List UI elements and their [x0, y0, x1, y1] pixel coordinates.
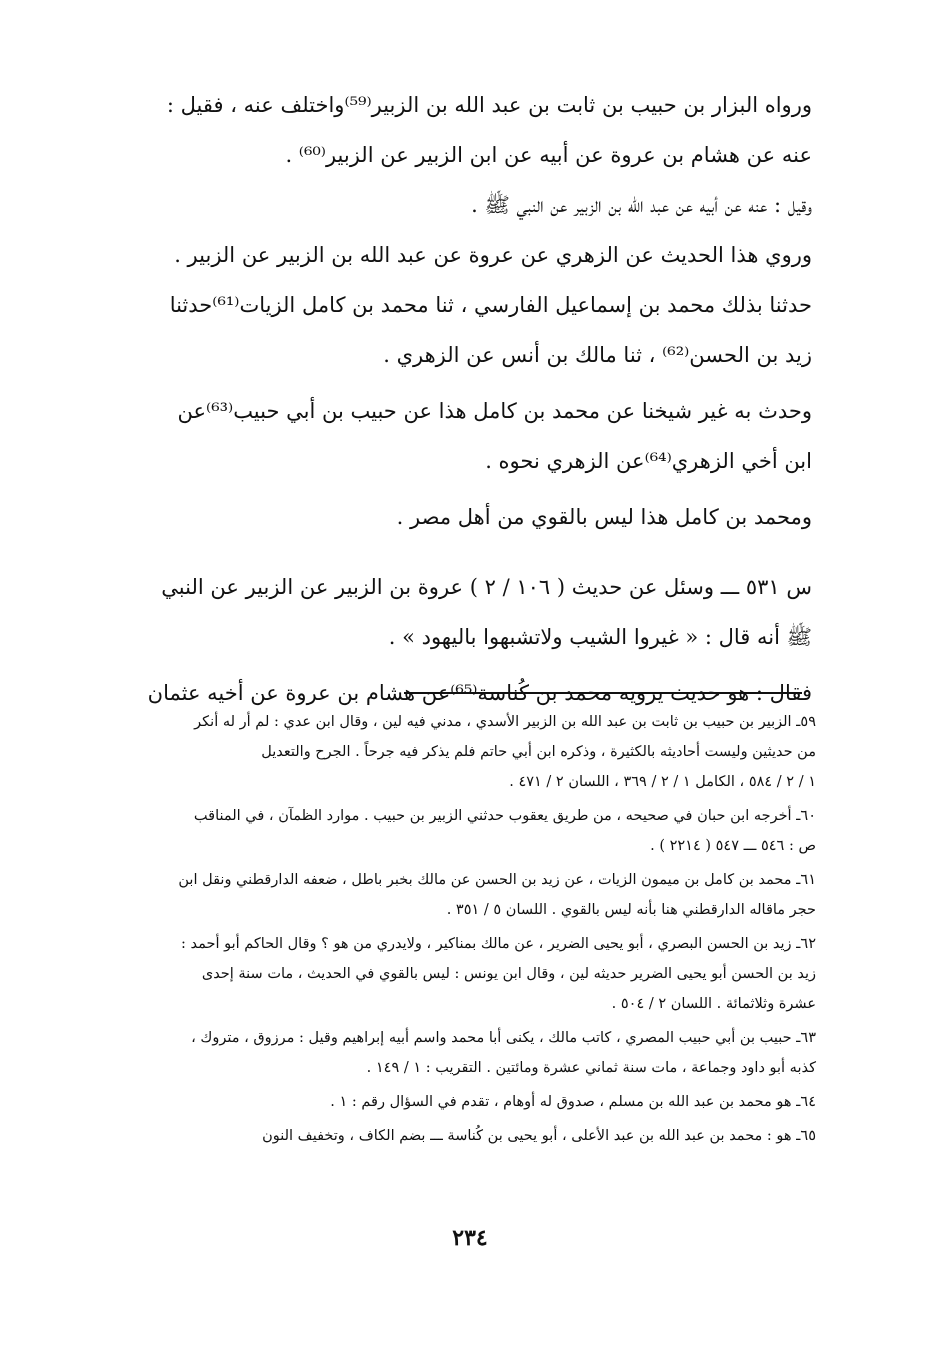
footnote-divider [404, 692, 802, 694]
body-line: س ٥٣١ ـــ وسئل عن حديث ( ١٠٦ / ٢ ) عروة بن الزبير عن الزبير عن النبي [161, 575, 812, 599]
footnote-65 [106, 1121, 816, 1151]
footnote-line: من حديثين وليست أحاديثه بالكثيرة ، وذكره ابن أبي حاتم فلم يذكر فيه جرحاً . الجرح والتعديل [261, 744, 816, 760]
footnote-line: ص : ٥٤٦ ـــ ٥٤٧ ( ٢٢١٤ ) . [650, 838, 816, 854]
body-line: ابن أخي الزهري⁽⁶⁴⁾عن الزهري نحوه . [485, 449, 812, 473]
footnote-line: ١ / ٢ / ٥٨٤ ، الكامل ١ / ٢ / ٣٦٩ ، اللسان ٢ / ٤٧١ . [509, 774, 816, 790]
footnote-61 [106, 865, 816, 925]
body-line: عنه عن هشام بن عروة عن أبيه عن ابن الزبير عن الزبير⁽⁶⁰⁾ . [285, 143, 812, 167]
body-line: ورواه البزار بن حبيب بن ثابت بن عبد الله بن الزبير⁽⁵⁹⁾واختلف عنه ، فقيل : [166, 93, 812, 117]
footnote-63 [106, 1023, 816, 1083]
body-line: حدثنا بذلك محمد بن إسماعيل الفارسي ، ثنا محمد بن كامل الزيات⁽⁶¹⁾حدثنا [169, 293, 812, 317]
body-line: وروي هذا الحديث عن الزهري عن عروة عن عبد الله بن الزبير عن الزبير . [174, 243, 812, 267]
question-paragraph [107, 562, 812, 662]
footnote-line: عشرة وثلاثمائة . اللسان ٢ / ٥٠٤ . [611, 996, 816, 1012]
body-line: فقال : هو حديث يرويه محمد بن كُناسة⁽⁶⁵⁾عن هشام بن عروة عن أخيه عثمان [147, 681, 812, 705]
body-line: ﷺ أنه قال : « غيروا الشيب ولاتشبهوا باليهود » . [388, 625, 812, 649]
footnote-line: ٦٢ـ زيد بن الحسن البصري ، أبو يحيى الضرير ، عن مالك بمناكير ، ولايدري من هو ؟ وقال الحاكم أبو أحمد : [181, 936, 816, 952]
footnote-line: ٦١ـ محمد بن كامل بن ميمون الزيات ، عن زيد بن الحسن عن مالك بخبر باطل ، ضعفه الدارقطني ونقل ابن [178, 872, 816, 888]
footnote-62 [106, 929, 816, 1019]
footnotes [106, 707, 816, 1155]
footnote-line: ٦٤ـ هو محمد بن عبد الله بن مسلم ، صدوق له أوهام ، تقدم في السؤال رقم : ١ . [330, 1094, 816, 1110]
body-line: وقيل : عنه عن أبيه عن عبد الله بن الزبير عن النبي ﷺ . [471, 193, 812, 217]
footnote-line: ٦٥ـ هو : محمد بن عبد الله بن عبد الأعلى ، أبو يحيى بن كُناسة ـــ بضم الكاف ، وتخفيف النون [262, 1128, 816, 1144]
body-line: ومحمد بن كامل هذا ليس بالقوي من أهل مصر . [396, 505, 812, 529]
footnote-59 [106, 707, 816, 797]
body-paragraph-1 [107, 80, 812, 180]
footnote-line: ٦٣ـ حبيب بن أبي حبيب المصري ، كاتب مالك ، يكنى أبا محمد واسم أبيه إبراهيم وقيل : مرزوق ، متروك ، [191, 1030, 816, 1046]
body-paragraph-2 [107, 180, 812, 230]
main-text [107, 80, 812, 718]
footnote-60 [106, 801, 816, 861]
body-paragraph-3 [107, 230, 812, 280]
footnote-line: حجر ماقاله الدارقطني هنا بأنه ليس بالقوي . اللسان ٥ / ٣٥١ . [446, 902, 816, 918]
body-paragraph-6 [107, 492, 812, 542]
footnote-line: كذبه أبو داود وجماعة ، مات سنة ثماني عشرة ومائتين . التقريب : ١ / ١٤٩ . [366, 1060, 816, 1076]
body-line: زيد بن الحسن⁽⁶²⁾ ، ثنا مالك بن أنس عن الزهري . [383, 343, 812, 367]
body-paragraph-4 [107, 280, 812, 380]
page-number: ٢٣٤ [452, 1225, 488, 1251]
footnote-line: زيد بن الحسن أبو يحيى الضرير حديثه لين ، وقال ابن يونس : ليس بالقوي في الحديث ، مات سنة إحدى [201, 966, 816, 982]
body-line: وحدث به غير شيخنا عن محمد بن كامل هذا عن حبيب بن أبي حبيب⁽⁶³⁾عن [177, 399, 812, 423]
footnote-line: ٦٠ـ أخرجه ابن حبان في صحيحه ، من طريق يعقوب حدثني الزبير بن حبيب . موارد الظمآن ، في المناقب [193, 808, 816, 824]
footnote-line: ٥٩ـ الزبير بن حبيب بن ثابت بن عبد الله بن الزبير الأسدي ، مدني فيه لين ، وقال ابن عدي : لم أر له أنكر [194, 714, 816, 730]
footnote-64 [106, 1087, 816, 1117]
body-paragraph-5 [107, 386, 812, 486]
